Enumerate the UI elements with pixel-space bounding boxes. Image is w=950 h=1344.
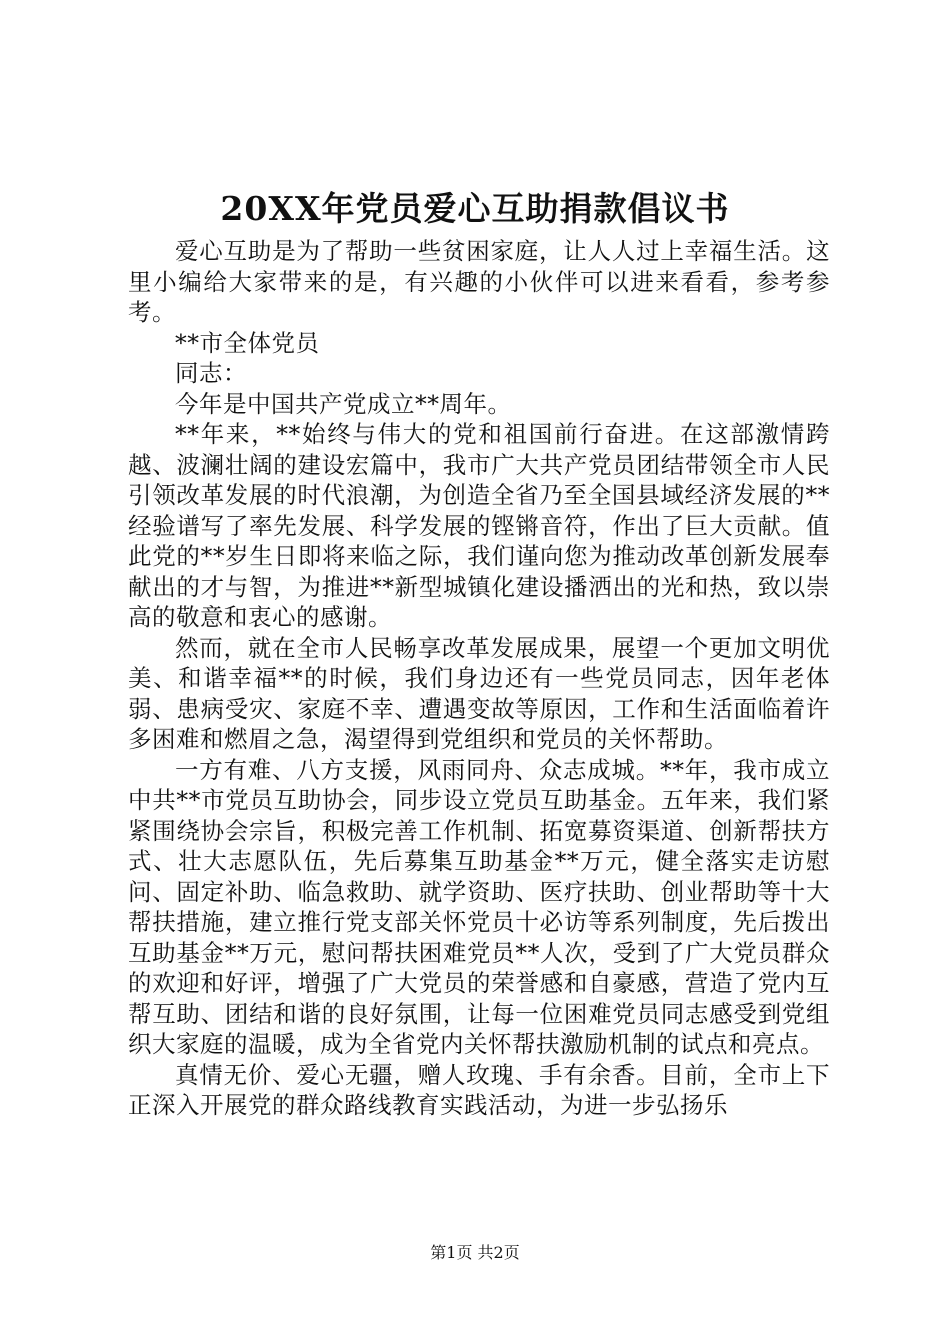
paragraph-addressee: **市全体党员	[175, 328, 320, 357]
paragraph-difficulties: 然而，就在全市人民畅享改革发展成果，展望一个更加文明优美、和谐幸福**的时候，我们身边还有一些党员同志，因年老体弱、患病受灾、家庭不幸、遭遇变故等原因，工作和生活面临着许多困难和燃眉之急，渴望得到党组织和党员的关怀帮助。	[128, 633, 830, 753]
paragraph-mutual-aid: 一方有难、八方支援，风雨同舟、众志成城。**年，我市成立中共**市党员互助协会，同步设立党员互助基金。五年来，我们紧紧围绕协会宗旨，积极完善工作机制、拓宽募资渠道、创新帮扶方式、壮大志愿队伍，先后募集互助基金**万元，健全落实走访慰问、固定补助、临急救助、就学资助、医疗扶助、创业帮助等十大帮扶措施，建立推行党支部关怀党员十必访等系列制度，先后拨出互助基金**万元，慰问帮扶困难党员**人次，受到了广大党员群众的欢迎和好评，增强了广大党员的荣誉感和自豪感，营造了党内互帮互助、团结和谐的良好氛围，让每一位困难党员同志感受到党组织大家庭的温暖，成为全省党内关怀帮扶激励机制的试点和亮点。	[128, 755, 830, 1058]
document-body	[128, 236, 830, 1121]
paragraph-anniversary: 今年是中国共产党成立**周年。	[175, 389, 512, 418]
paragraph-intro: 爱心互助是为了帮助一些贫困家庭，让人人过上幸福生活。这里小编给大家带来的是，有兴趣的小伙伴可以进来看看，参考参考。	[128, 237, 830, 326]
paragraph-appeal: 真情无价、爱心无疆，赠人玫瑰、手有余香。目前，全市上下正深入开展党的群众路线教育实践活动，为进一步弘扬乐	[128, 1060, 830, 1119]
page-footer: 第1页 共2页	[430, 1243, 520, 1262]
paragraph-salutation: 同志：	[175, 359, 247, 387]
document-title: 20XX年党员爱心互助捐款倡议书	[220, 189, 730, 228]
paragraph-achievements: **年来，**始终与伟大的党和祖国前行奋进。在这部激情跨越、波澜壮阔的建设宏篇中，我市广大共产党员团结带领全市人民引领改革发展的时代浪潮，为创造全省乃至全国县域经济发展的**经验谱写了率先发展、科学发展的铿锵音符，作出了巨大贡献。值此党的**岁生日即将来临之际，我们谨向您为推动改革创新发展奉献出的才与智，为推进**新型城镇化建设播洒出的光和热，致以崇高的敬意和衷心的感谢。	[128, 420, 830, 631]
